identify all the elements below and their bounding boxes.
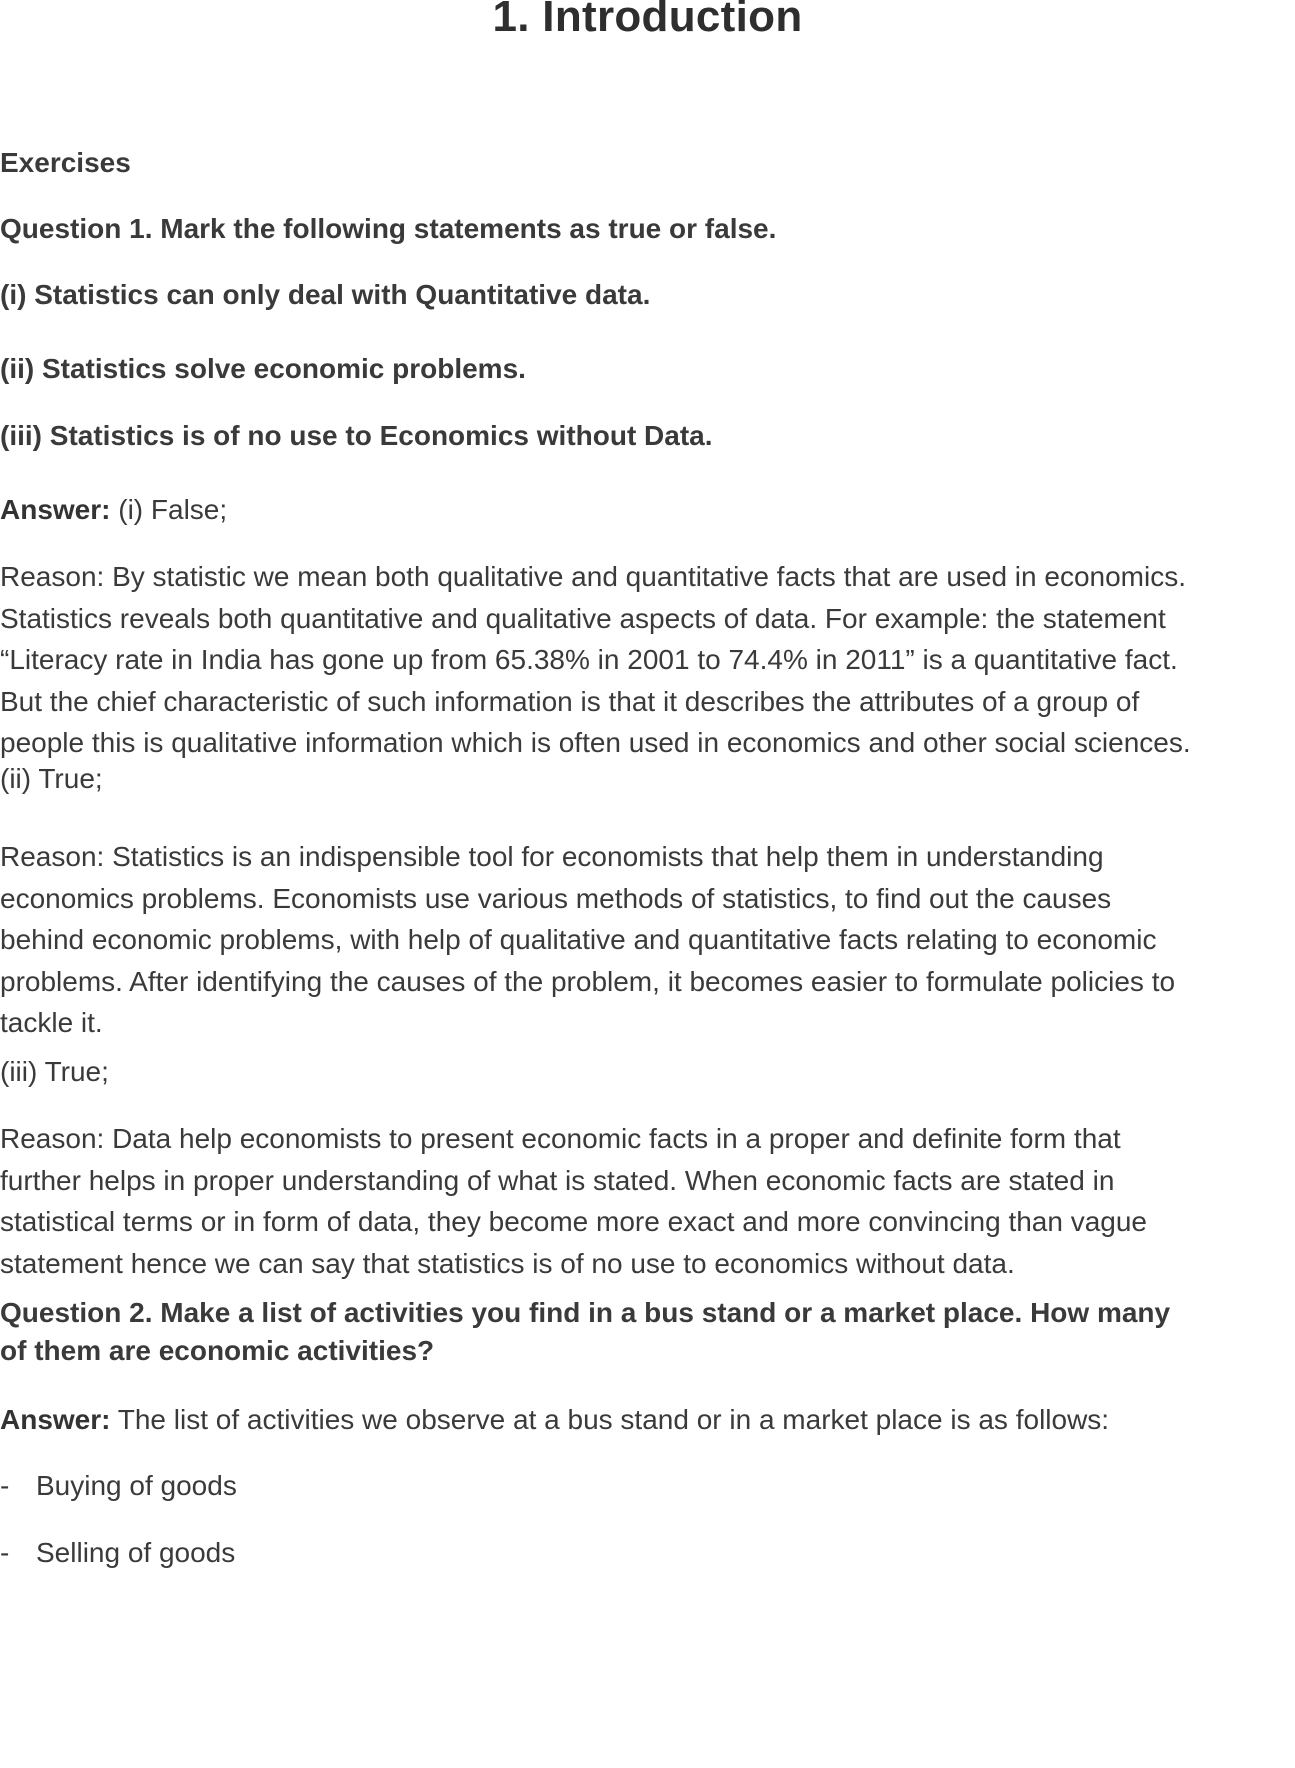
answer-2-value: (ii) True; (0, 763, 103, 794)
reason-1-line: Statistics reveals both quantitative and qualitative aspects of data. For example: the statement (0, 602, 1166, 634)
answer-1-value: (i) False; (110, 494, 228, 525)
reason-3-line: Reason: Data help economists to present economic facts in a proper and definite form that (0, 1123, 1121, 1154)
page-title: 1. Introduction (492, 0, 803, 41)
list-item (0, 1532, 235, 1574)
reason-2-line: problems. After identifying the causes of the problem, it becomes easier to formulate policies to (0, 965, 1176, 997)
reason-2-paragraph (0, 836, 1175, 1044)
statement-1: (i) Statistics can only deal with Quantitative data. (0, 279, 651, 310)
section-heading: Exercises (0, 147, 131, 178)
bullet-dash: - (0, 1537, 10, 1568)
reason-1-line: “Literacy rate in India has gone up from 65.38% in 2001 to 74.4% in 2011” is a quantitative fact. (0, 644, 1178, 675)
answer-1-line (0, 489, 227, 531)
reason-3-line: further helps in proper understanding of what is stated. When economic facts are stated in (0, 1164, 1115, 1196)
list-item-text: Buying of goods (36, 1470, 237, 1501)
bullet-dash: - (0, 1470, 10, 1501)
question-2-answer-text: The list of activities we observe at a bus stand or in a market place is as follows: (110, 1404, 1110, 1435)
statement-3: (iii) Statistics is of no use to Economics without Data. (0, 420, 713, 451)
answer-label: Answer: (0, 1404, 111, 1435)
reason-1-line: Reason: By statistic we mean both qualitative and quantitative facts that are used in economics. (0, 561, 1186, 592)
statement-2: (ii) Statistics solve economic problems. (0, 353, 526, 384)
reason-2-line: behind economic problems, with help of qualitative and quantitative facts relating to economic (0, 924, 1157, 955)
reason-1-line: people this is qualitative information which is often used in economics and other social sciences. (0, 727, 1191, 758)
reason-3-line: statistical terms or in form of data, they become more exact and more convincing than vague (0, 1206, 1148, 1237)
reason-3-paragraph (0, 1118, 1147, 1284)
question-2-answer (0, 1399, 1109, 1441)
question-2-heading (0, 1294, 1170, 1370)
question-2-line: of them are economic activities? (0, 1335, 435, 1366)
answer-label: Answer: (0, 494, 111, 525)
answer-3-value: (iii) True; (0, 1056, 109, 1087)
reason-1-line: But the chief characteristic of such information is that it describes the attributes of a group of (0, 685, 1140, 717)
reason-2-line: Reason: Statistics is an indispensible tool for economists that help them in understanding (0, 841, 1104, 872)
list-item-text: Selling of goods (36, 1537, 236, 1568)
reason-3-line: statement hence we can say that statistics is of no use to economics without data. (0, 1247, 1015, 1279)
list-item (0, 1465, 237, 1507)
question-2-line: Question 2. Make a list of activities you find in a bus stand or a market place. How many (0, 1297, 1171, 1328)
question-1-heading: Question 1. Mark the following statements as true or false. (0, 213, 777, 244)
reason-2-line: economics problems. Economists use various methods of statistics, to find out the causes (0, 882, 1112, 914)
reason-2-line: tackle it. (0, 1007, 103, 1038)
reason-1-paragraph (0, 556, 1191, 764)
